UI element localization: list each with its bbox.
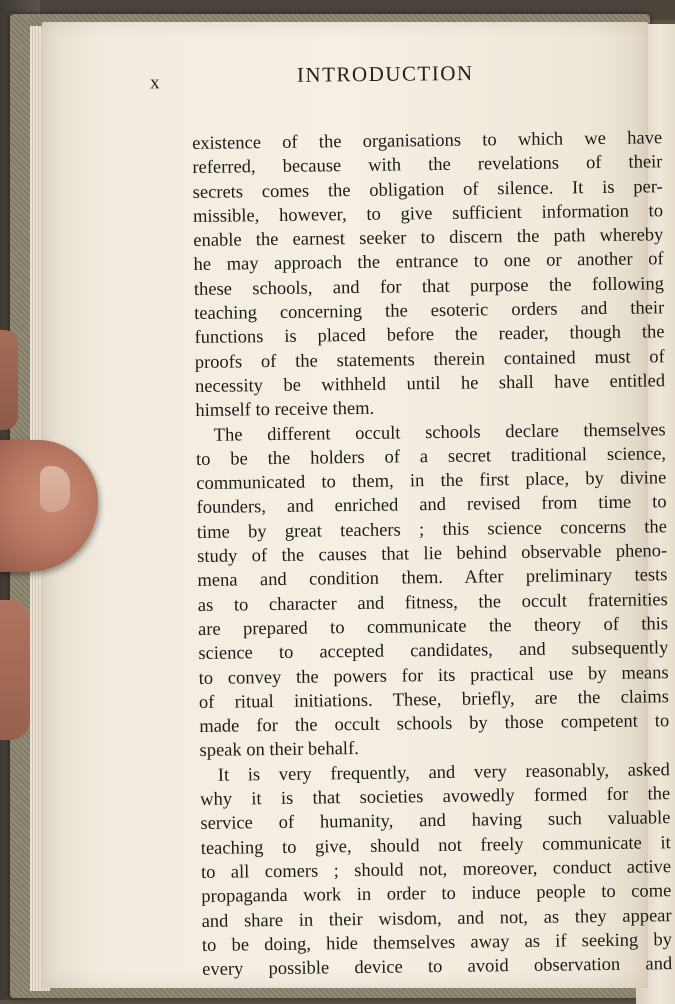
finger xyxy=(0,600,30,740)
chapter-title: INTRODUCTION xyxy=(296,60,474,87)
text-line: referred, because with the revelations of their xyxy=(192,152,663,179)
text-line: are prepared to communicate the theory of this xyxy=(197,614,669,640)
text-line: enable the earnest seeker to discern the path whereby xyxy=(193,225,664,252)
text-line: made for the occult schools by those competent to xyxy=(199,711,670,738)
text-line: these schools, and for that purpose the following xyxy=(193,274,665,300)
text-line: teaching concerning the esoteric orders and their xyxy=(194,298,665,325)
text-line: mena and condition them. After preliminary tests xyxy=(197,565,668,592)
text-line: of ritual initiations. These, briefly, are the claims xyxy=(198,687,670,713)
text-line: to convey the powers for its practical use by means xyxy=(198,662,669,689)
finger xyxy=(0,330,18,430)
thumbnail-nail xyxy=(40,466,70,512)
text-line: time by great teachers ; this science concerns the xyxy=(196,516,667,543)
text-line: teaching to give, should not freely communicate it xyxy=(200,832,671,859)
text-line: himself to receive them. xyxy=(195,399,375,422)
text-line: and share in their wisdom, and not, as they appear xyxy=(201,905,672,932)
text-line: communicated to them, in the first place, by divine xyxy=(196,468,667,495)
text-line: he may approach the entrance to one or another of xyxy=(193,249,664,276)
text-line: science to accepted candidates, and subsequently xyxy=(198,638,669,665)
paragraph-start: It is very frequently, and very reasonably, asked xyxy=(217,759,670,786)
text-line: as to character and fitness, the occult fraternities xyxy=(197,589,668,616)
text-line: functions is placed before the reader, though the xyxy=(194,322,665,349)
text-line: necessity be withheld until he shall have entitled xyxy=(194,371,666,397)
text-line: to be doing, hide themselves away as if seeking by xyxy=(201,929,673,956)
text-line: propaganda work in order to induce people to come xyxy=(201,881,672,908)
book-page xyxy=(42,22,673,988)
text-line: to all comers ; should not, moreover, conduct active xyxy=(200,857,672,883)
paragraph-start: The different occult schools declare themselves xyxy=(213,419,666,446)
text-line: study of the causes that lie behind observable pheno- xyxy=(197,541,668,568)
text-line: secrets comes the obligation of silence. It is per- xyxy=(192,176,663,203)
text-line: every possible device to avoid observation and xyxy=(202,954,673,981)
text-line: service of humanity, and having such valuable xyxy=(200,808,671,835)
text-line: missible, however, to give sufficient information to xyxy=(192,201,664,227)
running-head xyxy=(142,60,602,95)
text-line: existence of the organisations to which we have xyxy=(192,128,663,154)
text-line: to be the holders of a secret traditional science, xyxy=(195,444,667,470)
text-line: founders, and enriched and revised from time to xyxy=(196,492,667,519)
body-text xyxy=(192,126,672,982)
text-line: speak on their behalf. xyxy=(199,739,359,762)
text-line: why it is that societies avowedly formed for the xyxy=(200,784,671,810)
page-number: x xyxy=(149,72,161,94)
text-line: proofs of the statements therein contained must of xyxy=(194,346,665,373)
